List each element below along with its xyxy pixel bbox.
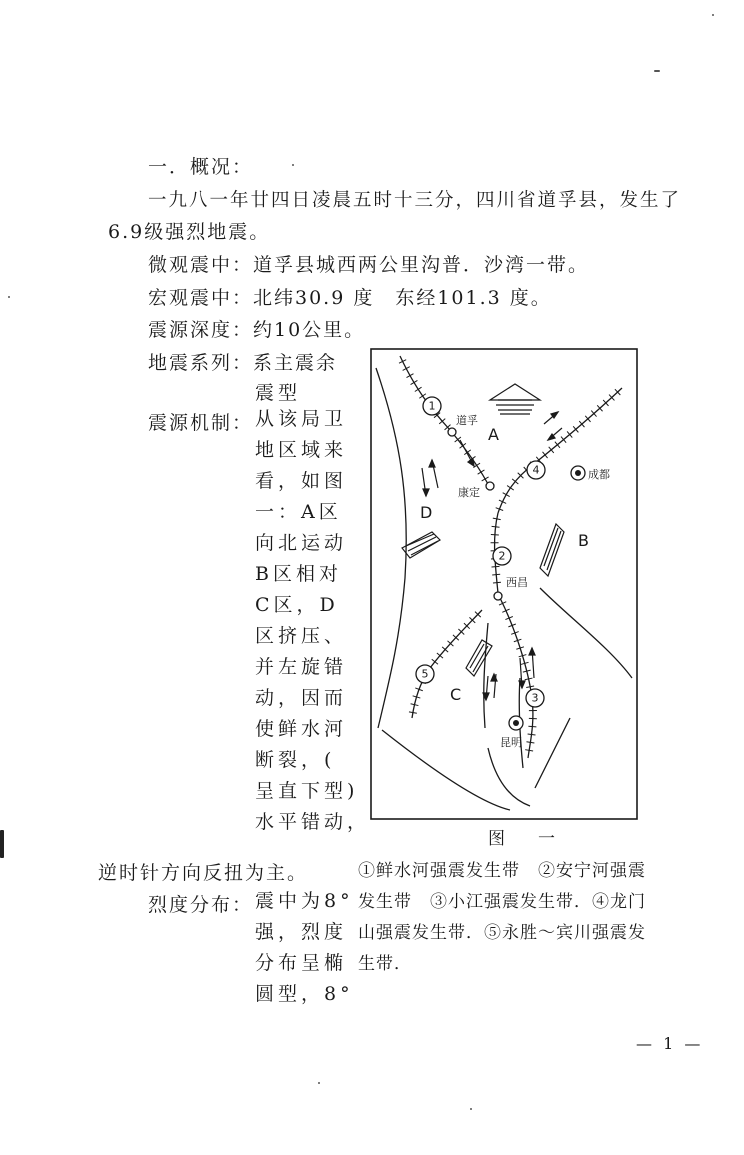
fault-zone-1-number: 1 xyxy=(428,399,436,413)
micro-epicenter: 微观震中：道孚县城西两公里沟普．沙湾一带。 xyxy=(148,254,590,276)
kangding-label: 康定 xyxy=(458,486,480,499)
fault-zone-5-line xyxy=(412,610,482,718)
mechanism-label: 震源机制： xyxy=(148,412,254,434)
mechanism-line: 呈直下型) xyxy=(255,780,359,802)
fault-tick xyxy=(525,750,533,751)
block-arrow-east xyxy=(540,524,564,576)
intensity-label: 烈度分布： xyxy=(148,894,254,916)
intro-line-1: 一九八一年廿四日凌晨五时十三分，四川省道孚县，发生了 xyxy=(148,190,682,211)
mechanism-line: 看，如图 xyxy=(255,470,348,492)
mechanism-line: C区，D xyxy=(255,594,339,616)
macro-epicenter: 宏观震中：北纬30.9 度 东经101.3 度。 xyxy=(148,287,552,309)
section-heading: 一．概况： xyxy=(148,156,254,178)
motion-arrow-head xyxy=(529,648,535,655)
legend-line: 发生带 ③小江强震发生带．④龙门 xyxy=(358,892,646,912)
fault-zone-3-number: 3 xyxy=(531,691,539,705)
figure-caption: 图 一 xyxy=(488,829,563,849)
fault-zone-5-number: 5 xyxy=(421,667,429,681)
mechanism-line: 一：A区 xyxy=(255,501,342,523)
mechanism-column xyxy=(255,404,370,838)
page-number: — 1 — xyxy=(636,1034,704,1053)
fault-tick xyxy=(482,477,489,481)
series-line-1: 地震系列：系主震余 xyxy=(148,352,338,374)
fault-tick xyxy=(493,582,501,583)
inner-line xyxy=(488,748,530,806)
mechanism-line: 从该局卫 xyxy=(255,408,348,430)
fault-tick xyxy=(409,712,417,713)
chengdu-city-dot xyxy=(575,470,581,476)
kunming-label: 昆明 xyxy=(500,736,522,749)
mechanism-last-line: 逆时针方向反扭为主。 xyxy=(98,862,309,884)
focal-depth: 震源深度：约10公里。 xyxy=(148,319,366,341)
fault-tick xyxy=(492,526,500,527)
scan-speck xyxy=(712,14,714,16)
kangding-town-marker xyxy=(486,482,494,490)
mechanism-line: 向北运动 xyxy=(255,532,348,554)
block-arrow-north xyxy=(490,384,540,414)
fault-tick xyxy=(526,742,534,743)
scan-speck xyxy=(470,1108,472,1110)
inner-line xyxy=(540,588,632,678)
fault-tick xyxy=(492,566,500,567)
mechanism-line: 动，因而 xyxy=(255,687,348,709)
kunming-city-dot xyxy=(513,720,519,726)
motion-arrow-head xyxy=(423,489,429,496)
fault-tick xyxy=(493,518,501,519)
fault-tick xyxy=(528,726,536,727)
mechanism-line: 地区域来 xyxy=(255,439,348,461)
legend-line: ①鲜水河强震发生带 ②安宁河强震 xyxy=(358,861,646,881)
figure-legend xyxy=(358,856,646,980)
mechanism-line: 使鲜水河 xyxy=(255,718,348,740)
bottom-boundary-line xyxy=(382,730,510,810)
intensity-line: 圆型，8° xyxy=(255,983,354,1005)
intensity-line: 震中为8° xyxy=(255,890,354,912)
motion-arrow-head xyxy=(429,460,435,467)
intro-line-2: 6.9级强烈地震。 xyxy=(108,221,271,243)
fault-tick xyxy=(415,387,422,391)
scan-speck xyxy=(318,1082,320,1084)
fault-tick xyxy=(419,394,426,399)
scan-speck xyxy=(292,164,294,166)
fault-zone-4-line xyxy=(498,388,622,513)
mechanism-line: B区相对 xyxy=(255,563,342,585)
chengdu-label: 成都 xyxy=(588,468,610,481)
inner-line xyxy=(535,718,570,788)
intensity-line: 强，烈度 xyxy=(255,921,348,943)
legend-line: 山强震发生带．⑤永胜～宾川强震发 xyxy=(358,923,646,943)
region-d-label: D xyxy=(420,503,433,522)
mechanism-line: 区挤压、 xyxy=(255,625,348,647)
fault-tick xyxy=(528,734,536,735)
mechanism-line: 并左旋错 xyxy=(255,656,348,678)
fault-tick xyxy=(411,380,418,384)
motion-arrow-head xyxy=(468,459,474,466)
region-a-label: A xyxy=(488,425,499,444)
series-line-2: 震型 xyxy=(255,382,302,404)
region-c-label: C xyxy=(450,685,462,704)
daofu-label: 道孚 xyxy=(456,414,478,427)
legend-line: 生带． xyxy=(358,954,412,974)
block-arrow-south xyxy=(466,640,492,676)
intensity-line: 分布呈椭 xyxy=(255,952,348,974)
xichang-town-marker xyxy=(494,592,502,600)
inner-line xyxy=(484,623,488,728)
mechanism-line: 断裂，( xyxy=(255,749,336,771)
fault-tick xyxy=(507,486,514,490)
scan-speck xyxy=(0,830,4,858)
xichang-label: 西昌 xyxy=(506,576,528,589)
mechanism-line: 水平错动， xyxy=(255,811,371,833)
daofu-town-marker xyxy=(448,428,456,436)
region-b-label: B xyxy=(578,531,589,550)
fault-zone-4-number: 4 xyxy=(532,463,540,477)
block-arrow-west xyxy=(402,532,440,558)
scan-speck xyxy=(654,70,660,72)
intensity-column xyxy=(255,886,354,1010)
fault-zone-map xyxy=(370,348,638,820)
fault-zone-2-number: 2 xyxy=(498,549,506,563)
fault-tick xyxy=(492,574,500,575)
scan-speck xyxy=(8,296,10,298)
fault-tick xyxy=(478,470,485,474)
